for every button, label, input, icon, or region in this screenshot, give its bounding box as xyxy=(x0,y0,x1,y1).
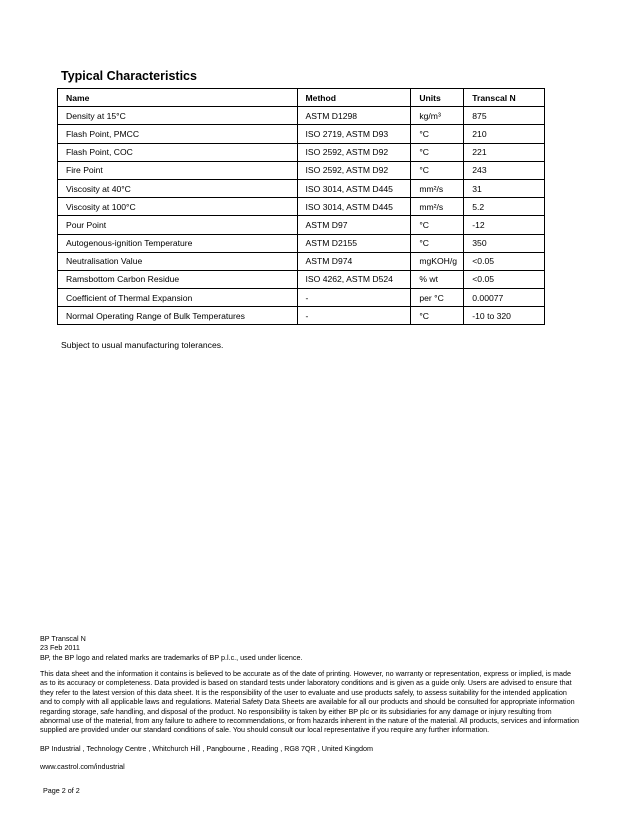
cell-name: Autogenous-ignition Temperature xyxy=(58,234,298,252)
table-row xyxy=(58,307,545,325)
cell-name: Density at 15°C xyxy=(58,107,298,125)
cell-units: mm²/s xyxy=(411,198,464,216)
cell-units: per °C xyxy=(411,289,464,307)
cell-units: °C xyxy=(411,234,464,252)
cell-value: 31 xyxy=(464,179,545,197)
cell-value: -12 xyxy=(464,216,545,234)
cell-method: - xyxy=(297,289,411,307)
cell-value: -10 to 320 xyxy=(464,307,545,325)
column-header-units: Units xyxy=(411,89,464,107)
table-header-row xyxy=(58,89,545,107)
column-header-value: Transcal N xyxy=(464,89,545,107)
column-header-method: Method xyxy=(297,89,411,107)
cell-value: 5.2 xyxy=(464,198,545,216)
cell-value: 210 xyxy=(464,125,545,143)
cell-method: ISO 3014, ASTM D445 xyxy=(297,198,411,216)
cell-value: <0.05 xyxy=(464,270,545,288)
cell-units: mm²/s xyxy=(411,179,464,197)
cell-value: 0.00077 xyxy=(464,289,545,307)
table-row xyxy=(58,270,545,288)
cell-units: °C xyxy=(411,143,464,161)
footer-disclaimer: This data sheet and the information it contains is believed to be accurate as of the date of printing. However, no warranty or representation, express or implied, is made as to its accuracy or completeness. Data provided is based on standard tests under laboratory conditions and is given as a guide only. Users are advised to ensure that they refer to the latest version of this data sheet. It is the responsibility of the user to evaluate and use products safely, to assess suitability for the intended application and to comply with all applicable laws and regulations. Material Safety Data Sheets are available for all our products and should be consulted for appropriate information regarding storage, safe handling, and disposal of the product. No responsibility is taken by either BP plc or its subsidiaries for any damage or injury resulting from abnormal use of the material, from any failure to adhere to recommendations, or from hazards inherent in the nature of the material. All products, services and information supplied are provided under our standard conditions of sale. You should consult our local representative if you require any further information. xyxy=(40,669,579,735)
cell-method: ISO 2592, ASTM D92 xyxy=(297,161,411,179)
cell-name: Neutralisation Value xyxy=(58,252,298,270)
cell-name: Normal Operating Range of Bulk Temperatures xyxy=(58,307,298,325)
cell-units: °C xyxy=(411,216,464,234)
tolerance-note: Subject to usual manufacturing tolerances. xyxy=(61,340,224,350)
footer-product-block xyxy=(40,634,303,662)
table-row xyxy=(58,234,545,252)
cell-value: <0.05 xyxy=(464,252,545,270)
characteristics-table xyxy=(57,88,545,325)
cell-name: Viscosity at 40°C xyxy=(58,179,298,197)
table-row xyxy=(58,216,545,234)
cell-units: °C xyxy=(411,307,464,325)
table-row xyxy=(58,107,545,125)
cell-name: Flash Point, COC xyxy=(58,143,298,161)
table-row xyxy=(58,252,545,270)
cell-name: Fire Point xyxy=(58,161,298,179)
cell-units: °C xyxy=(411,161,464,179)
section-title: Typical Characteristics xyxy=(61,69,197,83)
cell-method: ASTM D974 xyxy=(297,252,411,270)
cell-name: Ramsbottom Carbon Residue xyxy=(58,270,298,288)
cell-units: % wt xyxy=(411,270,464,288)
cell-name: Pour Point xyxy=(58,216,298,234)
cell-value: 221 xyxy=(464,143,545,161)
cell-method: ISO 2592, ASTM D92 xyxy=(297,143,411,161)
cell-name: Coefficient of Thermal Expansion xyxy=(58,289,298,307)
cell-units: mgKOH/g xyxy=(411,252,464,270)
cell-value: 350 xyxy=(464,234,545,252)
footer-address: BP Industrial , Technology Centre , Whitchurch Hill , Pangbourne , Reading , RG8 7QR , United Kingdom xyxy=(40,744,373,753)
table-row xyxy=(58,198,545,216)
cell-name: Flash Point, PMCC xyxy=(58,125,298,143)
footer-product-name: BP Transcal N xyxy=(40,634,86,643)
cell-method: ASTM D1298 xyxy=(297,107,411,125)
table-row xyxy=(58,143,545,161)
cell-method: ISO 4262, ASTM D524 xyxy=(297,270,411,288)
cell-method: - xyxy=(297,307,411,325)
cell-name: Viscosity at 100°C xyxy=(58,198,298,216)
footer-date: 23 Feb 2011 xyxy=(40,643,80,653)
cell-method: ASTM D2155 xyxy=(297,234,411,252)
cell-value: 875 xyxy=(464,107,545,125)
cell-units: kg/m³ xyxy=(411,107,464,125)
cell-method: ISO 2719, ASTM D93 xyxy=(297,125,411,143)
table-row xyxy=(58,179,545,197)
page-number: Page 2 of 2 xyxy=(43,786,80,795)
cell-units: °C xyxy=(411,125,464,143)
footer-website-link[interactable]: www.castrol.com/industrial xyxy=(40,762,125,771)
column-header-name: Name xyxy=(58,89,298,107)
table-row xyxy=(58,125,545,143)
table-row xyxy=(58,289,545,307)
cell-value: 243 xyxy=(464,161,545,179)
table-row xyxy=(58,161,545,179)
cell-method: ISO 3014, ASTM D445 xyxy=(297,179,411,197)
footer-trademark: BP, the BP logo and related marks are trademarks of BP p.l.c., used under licence. xyxy=(40,652,303,662)
cell-method: ASTM D97 xyxy=(297,216,411,234)
